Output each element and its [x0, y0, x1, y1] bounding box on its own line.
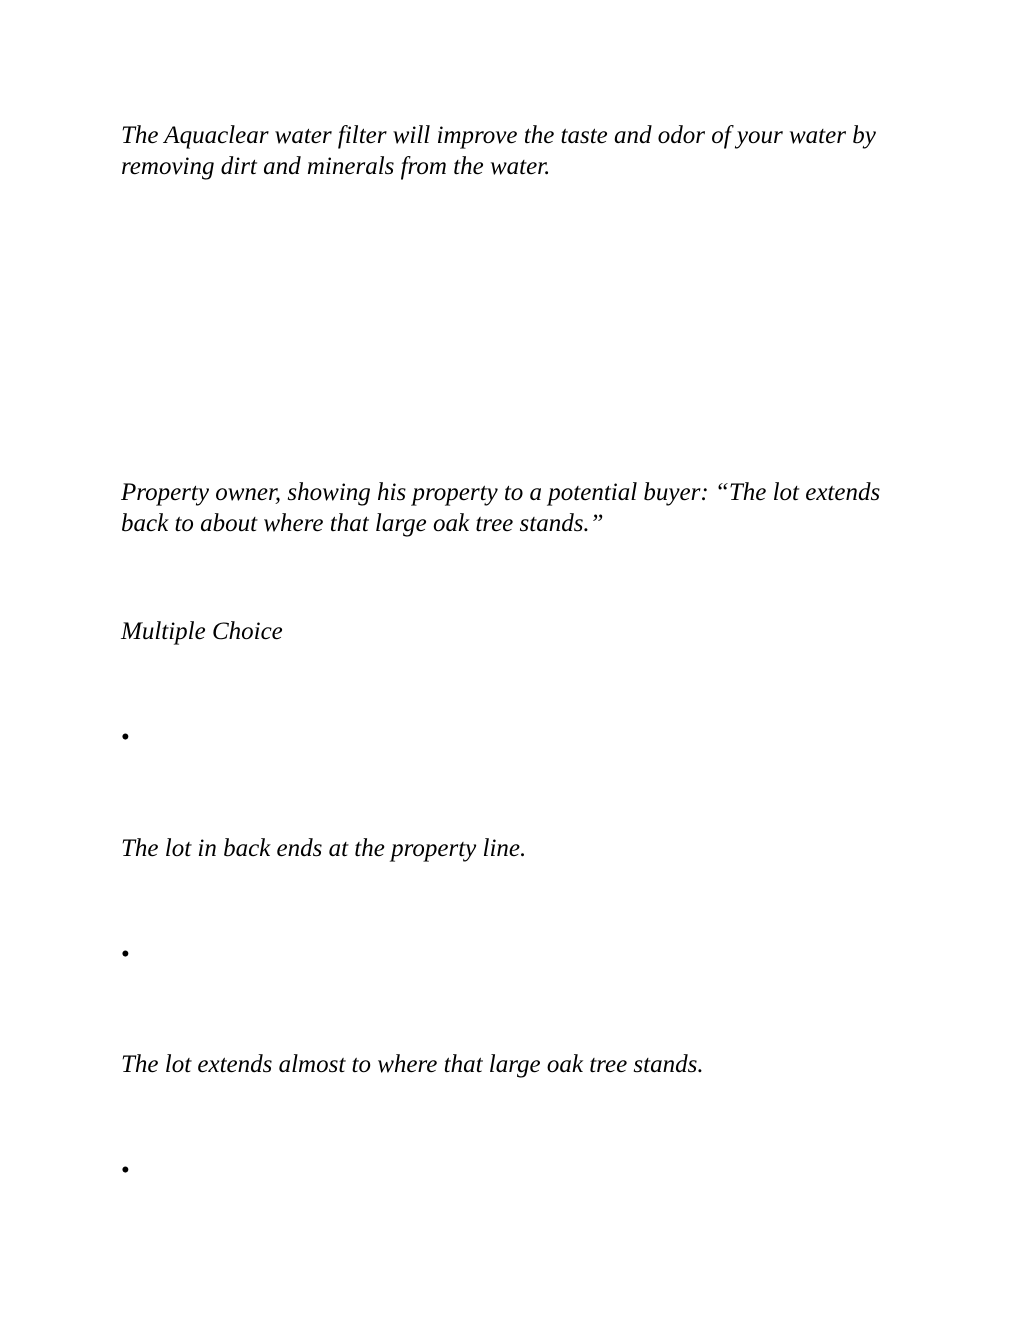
question-type-label: Multiple Choice — [121, 618, 283, 645]
answer-option-2: The lot extends almost to where that large oak tree stands. — [121, 1051, 704, 1078]
answer-option-1: The lot in back ends at the property line. — [121, 835, 527, 862]
question-paragraph: Property owner, showing his property to a potential buyer: “The lot extends back to about where that large oak tree stands.” — [121, 479, 881, 537]
bullet-icon: • — [121, 1157, 130, 1184]
bullet-icon: • — [121, 941, 130, 968]
statement-paragraph: The Aquaclear water filter will improve the taste and odor of your water by removing dirt and minerals from the water. — [121, 122, 876, 180]
bullet-icon: • — [121, 724, 130, 751]
